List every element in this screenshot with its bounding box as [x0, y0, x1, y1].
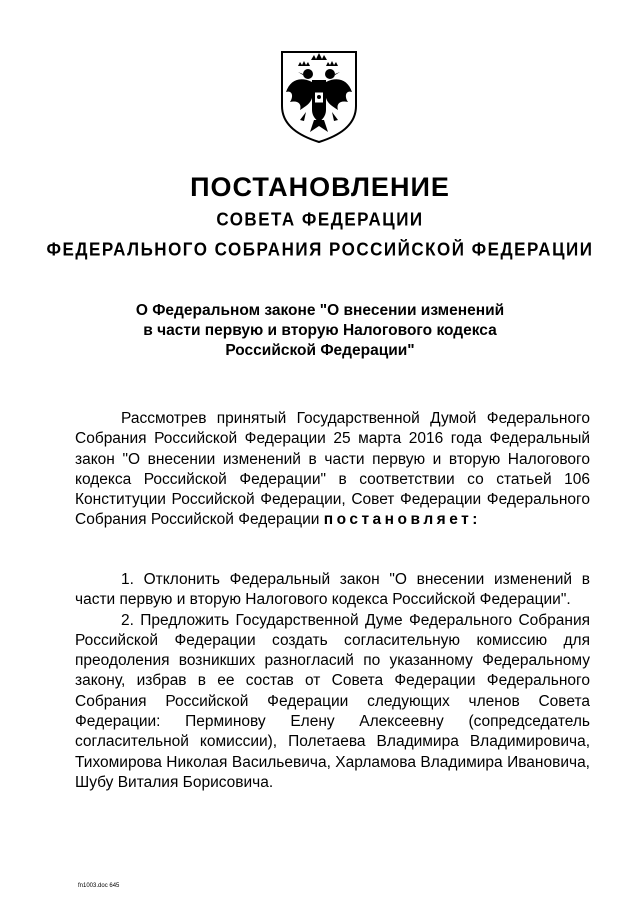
- preamble-text: Рассмотрев принятый Государственной Думой Федерального Собрания Российской Федерации 25 марта 2016 года Федеральный закон "О внесении изменений в части первую и вторую Налогового кодекса Российской Федерации" в соответствии со статьей 106 Конституции Российской Федерации, Совет Федерации Федерального Собрания Российской Федерации: [75, 410, 590, 529]
- issuer-line-2: ФЕДЕРАЛЬНОГО СОБРАНИЯ РОССИЙСКОЙ ФЕДЕРАЦИИ: [46, 239, 594, 260]
- law-title-line-2: в части первую и вторую Налогового кодекса: [143, 322, 497, 339]
- issuer-line-1: СОВЕТА ФЕДЕРАЦИИ: [216, 209, 424, 230]
- preamble: [75, 409, 590, 531]
- document-title: ПОСТАНОВЛЕНИЕ: [190, 172, 450, 202]
- law-title-line-1: О Федеральном законе "О внесении изменений: [135, 302, 505, 319]
- coat-of-arms-icon: [276, 48, 362, 144]
- file-reference: fn1003.doc 645: [78, 883, 120, 889]
- law-title: [0, 301, 640, 361]
- resolution-item-1: 1. Отклонить Федеральный закон "О внесении изменений в части первую и вторую Налогового кодекса Российской Федерации".: [75, 571, 590, 609]
- law-title-line-3: Российской Федерации": [225, 342, 415, 359]
- resolution-items: [75, 570, 590, 793]
- resolves-word: постановляет:: [323, 511, 481, 529]
- resolution-item-2: 2. Предложить Государственной Думе Федерального Собрания Российской Федерации создать согласительную комиссию для преодоления возникших разногласий по указанному Федеральному закону, избрав в ее состав от Совета Федерации Федерального Собрания Российской Федерации следующих членов Совета Федерации: Перминову Елену Алексеевну (сопредседатель согласительной комиссии), Полетаева Владимира Владимировича, Тихомирова Николая Васильевича, Харламова Владимира Ивановича, Шубу Виталия Борисовича.: [75, 611, 590, 791]
